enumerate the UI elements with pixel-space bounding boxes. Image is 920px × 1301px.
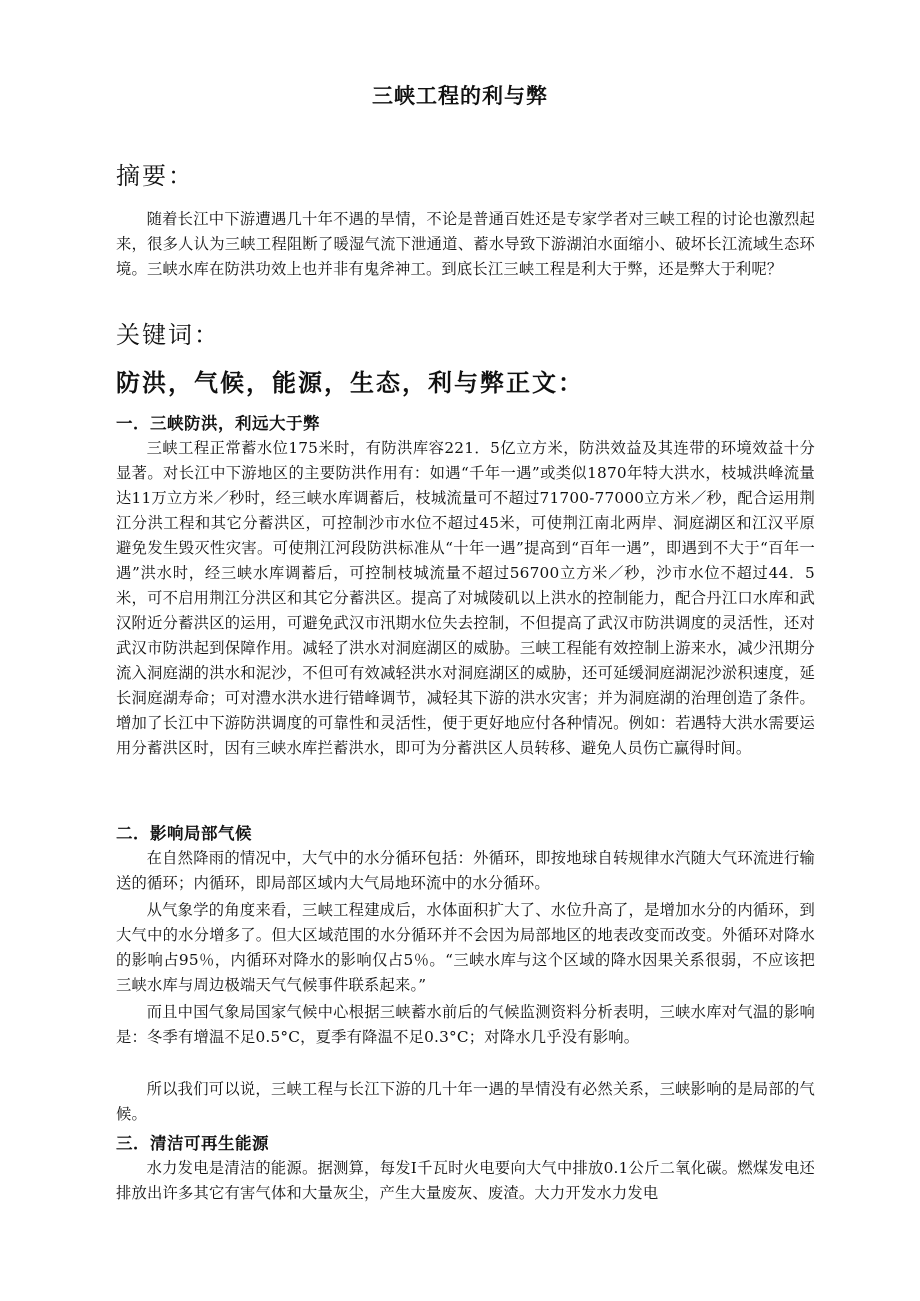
section-1-paragraph-1: 三峡工程正常蓄水位175米时，有防洪库容221．5亿立方米，防洪效益及其连带的环境效益十分显著。对长江中下游地区的主要防洪作用有：如遇“千年一遇”或类似1870年特大洪水，枝城洪峰流量达11万立方米／秒时，经三峡水库调蓄后，枝城流量可不超过71700-77000立方米／秒，配合运用荆江分洪工程和其它分蓄洪区，可控制沙市水位不超过45米，可使荆江南北两岸、洞庭湖区和江汉平原避免发生毁灭性灾害。可使荆江河段防洪标准从“十年一遇”提高到“百年一遇”，即遇到不大于“百年一遇”洪水时，经三峡水库调蓄后，可控制枝城流量不超过56700立方米／秒，沙市水位不超过44．5米，可不启用荆江分洪区和其它分蓄洪区。提高了对城陵矶以上洪水的控制能力，配合丹江口水库和武汉附近分蓄洪区的运用，可避免武汉市汛期水位失去控制，不但提高了武汉市防洪调度的灵活性，还对武汉市防洪起到保障作用。减轻了洪水对洞庭湖区的威胁。三峡工程能有效控制上游来水，减少汛期分流入洞庭湖的洪水和泥沙，不但可有效减轻洪水对洞庭湖区的威胁，还可延缓洞庭湖泥沙淤积速度，延长洞庭湖寿命；可对澧水洪水进行错峰调节，减轻其下游的洪水灾害；并为洞庭湖的治理创造了条件。增加了长江中下游防洪调度的可靠性和灵活性，便于更好地应付各种情况。例如：若遇特大洪水需要运用分蓄洪区时，因有三峡水库拦蓄洪水，即可为分蓄洪区人员转移、避免人员伤亡赢得时间。 bbox=[116, 439, 815, 757]
section-3-paragraph-1: 水力发电是清洁的能源。据测算，每发I千瓦时火电要向大气中排放0.1公斤二氧化碳。燃煤发电还排放出许多其它有害气体和大量灰尘，产生大量废灰、废渣。大力开发水力发电 bbox=[116, 1159, 815, 1202]
section-2-paragraph-1: 在自然降雨的情况中，大气中的水分循环包括：外循环，即按地球自转规律水汽随大气环流进行输送的循环；内循环，即局部区域内大气局地环流中的水分循环。 bbox=[116, 849, 815, 892]
section-1-heading: 一．三峡防洪，利远大于弊 bbox=[116, 414, 320, 433]
section-2-paragraph-3: 而且中国气象局国家气候中心根据三峡蓄水前后的气候监测资料分析表明，三峡水库对气温的影响是：冬季有增温不足0.5°C，夏季有降温不足0.3°C；对降水几乎没有影响。 bbox=[116, 1003, 815, 1046]
section-2-paragraph-2: 从气象学的角度来看，三峡工程建成后，水体面积扩大了、水位升高了，是增加水分的内循环，到大气中的水分增多了。但大区域范围的水分循环并不会因为局部地区的地表改变而改变。外循环对降水的影响占95％，内循环对降水的影响仅占5％。“三峡水库与这个区域的降水因果关系很弱，不应该把三峡水库与周边极端天气气候事件联系起来。” bbox=[116, 901, 815, 994]
keywords-heading: 关键词： bbox=[116, 321, 220, 349]
section-3-heading: 三．清洁可再生能源 bbox=[116, 1134, 269, 1153]
section-2-heading: 二．影响局部气候 bbox=[116, 824, 252, 843]
abstract-heading: 摘要： bbox=[116, 162, 194, 190]
section-2-paragraph-4: 所以我们可以说，三峡工程与长江下游的几十年一遇的旱情没有必然关系，三峡影响的是局部的气候。 bbox=[116, 1080, 815, 1123]
document-title: 三峡工程的利与弊 bbox=[372, 84, 548, 108]
keywords-text: 防洪，气候，能源，生态，利与弊正文： bbox=[116, 369, 584, 397]
abstract-paragraph: 随着长江中下游遭遇几十年不遇的旱情，不论是普通百姓还是专家学者对三峡工程的讨论也激烈起来，很多人认为三峡工程阻断了暖湿气流下泄通道、蓄水导致下游湖泊水面缩小、破坏长江流域生态环境。三峡水库在防洪功效上也并非有鬼斧神工。到底长江三峡工程是利大于弊，还是弊大于利呢？ bbox=[116, 210, 815, 278]
